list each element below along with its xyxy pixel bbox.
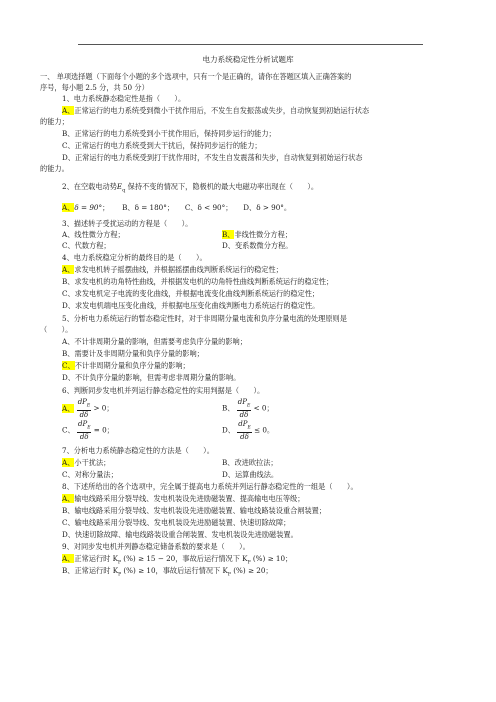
option-sep: 、 — [67, 203, 75, 212]
question-3-option-d: D、变系数微分方程。 — [222, 241, 293, 250]
question-5-option-c — [62, 361, 190, 370]
question-2-options: A、δ = 90°； B、δ = 180°； C、δ < 90°； D、δ > 90°。 — [62, 203, 292, 212]
derivative-fraction — [77, 420, 92, 441]
relation: > 0； — [93, 403, 114, 413]
question-8-option-a — [62, 494, 304, 503]
answer-highlight: B、 — [222, 230, 235, 239]
question-4-stem: 4、电力系统稳定分析的最终目的是（ ）。 — [62, 253, 207, 262]
fraction-numerator: dP — [237, 398, 247, 406]
answer-highlight: A、 — [62, 265, 75, 274]
fraction-denominator: dδ — [79, 411, 89, 420]
math-subscript: q — [122, 187, 126, 194]
math-subscript: P — [117, 560, 122, 566]
option-text: B、正常运行时 K — [62, 566, 119, 575]
option-text: (%) ≥ 20； — [230, 566, 273, 575]
question-7-option-a — [62, 458, 110, 467]
option-a-expression: δ = 90° — [74, 203, 103, 212]
question-8-option-d: D、快速切除故障、输电线路装设重合闸装置、发电机装设先进励磁装置。 — [62, 530, 298, 539]
relation: < 0； — [253, 403, 274, 413]
derivative-fraction — [77, 398, 92, 419]
section-heading-cont: 序号，每小题 2.5 分，共 50 分） — [40, 83, 149, 92]
fraction-subscript: E — [246, 403, 251, 409]
fraction-numerator: dP — [77, 398, 87, 406]
question-7-option-b: B、改进欧拉法； — [222, 458, 278, 467]
answer-highlight — [62, 203, 74, 212]
option-text: 小干扰法； — [74, 458, 111, 467]
question-7-option-d: D、运算曲线法。 — [222, 470, 279, 479]
relation: ≤ 0。 — [254, 425, 275, 435]
stem-text: 保持不变的情况下，隐极机的最大电磁功率出现在（ ）。 — [125, 182, 319, 191]
question-3-option-a: A、线性微分方程； — [62, 230, 125, 239]
option-text: (%) ≥ 10，事故后运行情况下 K — [121, 566, 228, 575]
question-1-option-c: C、正常运行的电力系统受到大干扰后，保持同步运行的能力； — [62, 141, 262, 150]
question-4-option-a — [62, 265, 283, 274]
question-4-option-d: D、求发电机端电压变化曲线，并根据电压变化曲线判断电力系统运行的稳定性。 — [62, 301, 320, 310]
relation: = 0； — [93, 425, 114, 435]
option-c: C、δ < 90°； — [184, 203, 233, 212]
math-symbol: E — [116, 182, 123, 191]
question-2-stem — [62, 182, 318, 195]
option-letter: C、 — [62, 425, 75, 435]
question-6-option-c — [62, 420, 114, 441]
question-5-stem: 5、分析电力系统运行的暂态稳定性时，对于非周期分量电流和负序分量电流的处理原则是 — [62, 314, 347, 323]
fraction-subscript: E — [87, 425, 91, 431]
option-text: 正常运行的电力系统受到微小干扰作用后，不发生自发振荡或失步，自动恢复到初始运行状态 — [74, 106, 370, 115]
question-5-option-b: B、需要计及非周期分量和负序分量的影响； — [62, 349, 204, 358]
question-5-stem-cont: （ ）。 — [40, 325, 73, 334]
option-text: 正常运行时 K — [74, 554, 118, 563]
option-b: B、δ = 180°； — [122, 203, 175, 212]
math-subscript: P — [227, 572, 231, 578]
answer-highlight: A、 — [62, 458, 75, 467]
answer-highlight: A、 — [62, 106, 75, 115]
math-subscript: P — [118, 572, 122, 578]
option-text: 求发电机转子摇摆曲线，并根据摇摆曲线判断系统运行的稳定性； — [74, 265, 283, 274]
answer-highlight: A、 — [62, 554, 75, 563]
option-letter: A — [62, 203, 68, 212]
option-text: 非线性微分方程； — [234, 230, 292, 239]
question-9-stem: 9、对同步发电机并列静态稳定储备系数的要求是（ ）。 — [62, 542, 250, 551]
option-text: (%) ≥ 10； — [250, 554, 293, 563]
question-1-option-b: B、正常运行的电力系统受到小干扰作用后，保持同步运行的能力； — [62, 129, 276, 138]
option-text: (%) ≥ 15 − 20，事故后运行情况下 K — [121, 554, 248, 563]
section-heading: 一、 单项选择题（下面每个小题的多个选项中，只有一个是正确的，请你在答题区填入正确答案的 — [40, 72, 352, 81]
question-6-option-d — [222, 420, 274, 441]
question-9-option-b — [62, 566, 273, 579]
header-rule — [78, 44, 423, 45]
question-4-option-c: C、求发电机定子电流的变化曲线，并根据电流变化曲线判断系统运行的稳定性； — [62, 289, 320, 298]
question-7-option-c: C、对称分量法； — [62, 470, 118, 479]
stem-text: 2、在空载电动势 — [62, 182, 117, 191]
fraction-denominator: dδ — [239, 411, 249, 420]
question-3-option-c: C、代数方程； — [62, 241, 111, 250]
page-title: 电力系统稳定性分析试题库 — [202, 55, 294, 64]
fraction-subscript: E — [86, 403, 91, 409]
fraction-denominator: dδ — [79, 433, 89, 442]
fraction-denominator: dδ — [240, 433, 249, 442]
question-5-option-d: D、不计负序分量的影响，但需考虑非周期分量的影响。 — [62, 373, 241, 382]
option-letter: D、 — [222, 425, 235, 435]
question-1-option-d-cont: 的能力。 — [40, 164, 69, 173]
question-1-stem: 1、电力系统静态稳定性是指（ ）。 — [62, 94, 186, 103]
derivative-fraction — [237, 420, 252, 441]
question-7-stem: 7、分析电力系统静态稳定性的方法是（ ）。 — [62, 446, 214, 455]
option-d: D、δ > 90°。 — [243, 203, 292, 212]
question-6-option-b — [222, 398, 274, 419]
question-6-stem: 6、判断同步发电机并列运行静态稳定性的实用判据是（ ）。 — [62, 386, 265, 395]
answer-highlight: C、 — [62, 361, 75, 370]
question-1-option-a — [62, 106, 369, 115]
answer-highlight: A、 — [62, 494, 75, 503]
question-8-option-b: B、输电线路采用分裂导线、发电机装设先进励磁装置、输电线路装设重合闸装置； — [62, 506, 327, 515]
derivative-fraction — [237, 398, 252, 419]
fraction-numerator: dP — [238, 420, 248, 428]
question-1-option-a-cont: 的能力； — [40, 117, 69, 126]
question-4-option-b: B、求发电机的功角特性曲线，并根据发电机的功角特性曲线判断系统运行的稳定性； — [62, 277, 334, 286]
option-text: 输电线路采用分裂导线、发电机装设先进励磁装置、提高输电电压等级； — [74, 494, 305, 503]
question-3-option-b — [222, 230, 292, 239]
question-8-option-c: C、输电线路采用分裂导线、发电机装设先进励磁装置、快速切除故障； — [62, 518, 291, 527]
question-6-option-a — [62, 398, 114, 419]
question-1-option-d: D、正常运行的电力系统受到打干扰作用时，不发生自发震荡和失步，自动恢复到初始运行状态 — [62, 153, 363, 162]
question-5-option-a: A、不计非周期分量的影响，但需要考虑负序分量的影响； — [62, 337, 247, 346]
option-text: 不计非周期分量和负序分量的影响； — [74, 361, 190, 370]
question-8-stem: 8、下述所给出的各个选项中，完全属于提高电力系统并列运行静态稳定性的一组是（ ）。 — [62, 482, 358, 491]
fraction-numerator: dP — [77, 420, 88, 428]
answer-highlight: A、 — [62, 403, 75, 413]
math-subscript: P — [247, 560, 251, 566]
option-letter: B、 — [222, 403, 235, 413]
question-3-stem: 3、描述转子受扰运动的方程是（ ）。 — [62, 219, 193, 228]
fraction-subscript: E — [247, 425, 251, 431]
